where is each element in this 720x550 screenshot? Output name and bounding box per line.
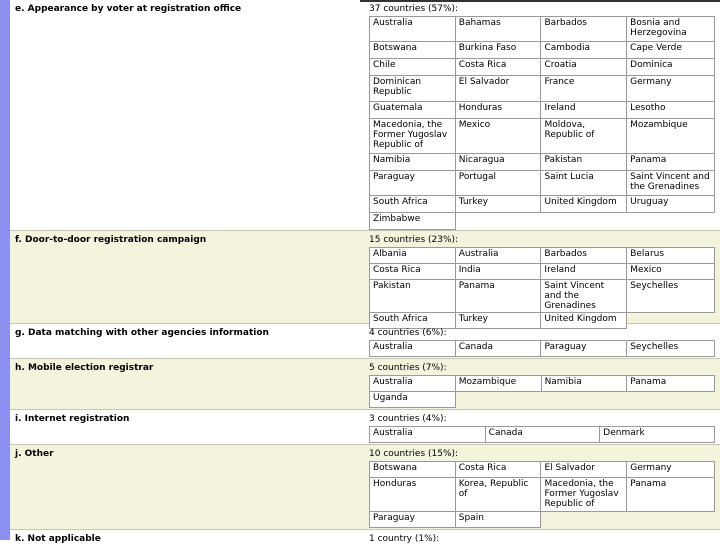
country-cell: Uruguay	[627, 196, 715, 213]
empty-cell	[455, 392, 541, 408]
country-count: 37 countries (57%):	[369, 4, 459, 14]
country-cell: Botswana	[370, 42, 456, 59]
empty-cell	[541, 213, 627, 230]
section-j	[10, 445, 720, 530]
country-cell: Albania	[370, 248, 456, 264]
country-cell: Mozambique	[627, 119, 715, 154]
country-cell: Zimbabwe	[370, 213, 456, 230]
country-cell: Dominican Republic	[370, 76, 456, 102]
country-cell: Australia	[370, 427, 486, 443]
section-label: f. Door-to-door registration campaign	[15, 235, 207, 245]
country-cell: Chile	[370, 59, 456, 76]
survey-results-page	[10, 0, 720, 544]
country-cell: Mexico	[455, 119, 541, 154]
section-label: h. Mobile election registrar	[15, 363, 154, 373]
country-cell: Costa Rica	[455, 59, 541, 76]
country-cell: Germany	[627, 76, 715, 102]
country-cell: Cambodia	[541, 42, 627, 59]
country-cell: Bahamas	[455, 17, 541, 42]
country-cell: Seychelles	[627, 341, 715, 357]
country-cell: Barbados	[541, 17, 627, 42]
section-label: i. Internet registration	[15, 414, 130, 424]
country-cell: South Africa	[370, 313, 456, 329]
country-cell: Saint Lucia	[541, 171, 627, 196]
country-cell: Canada	[455, 341, 541, 357]
left-sidebar-strip	[0, 0, 10, 540]
country-cell: Paraguay	[370, 512, 456, 528]
country-table	[369, 461, 715, 528]
country-cell: Macedonia, the Former Yugoslav Republic of	[370, 119, 456, 154]
country-count: 1 country (1%):	[369, 534, 440, 544]
country-cell: Namibia	[370, 154, 456, 171]
section-f	[10, 231, 720, 324]
country-cell: Australia	[370, 341, 456, 357]
empty-cell	[627, 512, 715, 528]
country-table	[369, 426, 715, 443]
country-cell: Australia	[370, 17, 456, 42]
country-cell: Spain	[455, 512, 541, 528]
section-h	[10, 359, 720, 410]
country-cell: Australia	[455, 248, 541, 264]
country-cell: Paraguay	[541, 341, 627, 357]
empty-cell	[541, 512, 627, 528]
country-cell: Costa Rica	[370, 264, 456, 280]
country-cell: Moldova, Republic of	[541, 119, 627, 154]
country-cell: Mexico	[627, 264, 715, 280]
country-cell: Portugal	[455, 171, 541, 196]
section-label: j. Other	[15, 449, 54, 459]
country-cell: Mozambique	[455, 376, 541, 392]
country-cell: Canada	[485, 427, 600, 443]
country-cell: Nicaragua	[455, 154, 541, 171]
country-cell: United Kingdom	[541, 313, 627, 329]
country-cell: Uganda	[370, 392, 456, 408]
country-cell: Belarus	[627, 248, 715, 264]
empty-cell	[627, 392, 715, 408]
country-cell: Honduras	[370, 478, 456, 512]
section-k	[10, 530, 720, 550]
country-cell: Saint Vincent and the Grenadines	[541, 280, 627, 313]
section-label: g. Data matching with other agencies information	[15, 328, 269, 338]
country-table	[369, 247, 715, 329]
country-cell: Saint Vincent and the Grenadines	[627, 171, 715, 196]
country-cell: Pakistan	[541, 154, 627, 171]
country-count: 3 countries (4%):	[369, 414, 447, 424]
country-cell: Panama	[627, 154, 715, 171]
country-cell: South Africa	[370, 196, 456, 213]
country-cell: Seychelles	[627, 280, 715, 313]
country-cell: Panama	[455, 280, 541, 313]
country-table	[369, 375, 715, 408]
country-cell: Germany	[627, 462, 715, 478]
country-cell: United Kingdom	[541, 196, 627, 213]
country-cell: El Salvador	[541, 462, 627, 478]
section-label: k. Not applicable	[15, 534, 101, 544]
empty-cell	[541, 392, 627, 408]
country-cell: Turkey	[455, 313, 541, 329]
country-cell: Bosnia and Herzegovina	[627, 17, 715, 42]
country-cell: Denmark	[600, 427, 715, 443]
country-cell: Honduras	[455, 102, 541, 119]
country-cell: Ireland	[541, 264, 627, 280]
country-table	[369, 340, 715, 357]
country-count: 15 countries (23%):	[369, 235, 459, 245]
country-cell: Namibia	[541, 376, 627, 392]
country-count: 4 countries (6%):	[369, 328, 447, 338]
country-cell: Guatemala	[370, 102, 456, 119]
section-label: e. Appearance by voter at registration office	[15, 4, 242, 14]
country-cell: Lesotho	[627, 102, 715, 119]
country-cell: Paraguay	[370, 171, 456, 196]
section-g	[10, 324, 720, 359]
country-cell: Australia	[370, 376, 456, 392]
country-cell: Cape Verde	[627, 42, 715, 59]
country-table	[369, 16, 715, 230]
empty-cell	[627, 213, 715, 230]
country-count: 5 countries (7%):	[369, 363, 447, 373]
country-cell: Macedonia, the Former Yugoslav Republic of	[541, 478, 627, 512]
country-cell: El Salvador	[455, 76, 541, 102]
country-cell: Botswana	[370, 462, 456, 478]
country-cell: Barbados	[541, 248, 627, 264]
country-cell: India	[455, 264, 541, 280]
country-cell: Costa Rica	[455, 462, 541, 478]
country-cell: Burkina Faso	[455, 42, 541, 59]
country-cell: France	[541, 76, 627, 102]
country-cell: Pakistan	[370, 280, 456, 313]
country-cell: Ireland	[541, 102, 627, 119]
country-cell: Croatia	[541, 59, 627, 76]
country-cell: Panama	[627, 478, 715, 512]
country-cell: Panama	[627, 376, 715, 392]
country-cell: Dominica	[627, 59, 715, 76]
country-cell: Korea, Republic of	[455, 478, 541, 512]
section-e	[10, 0, 720, 231]
country-cell: Turkey	[455, 196, 541, 213]
country-count: 10 countries (15%):	[369, 449, 459, 459]
empty-cell	[455, 213, 541, 230]
section-i	[10, 410, 720, 445]
